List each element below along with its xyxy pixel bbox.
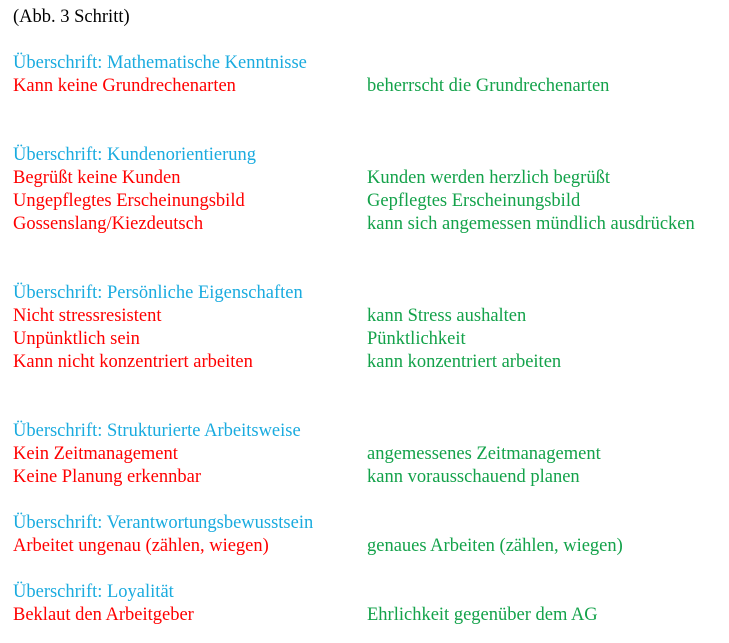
positive-criterion: Pünktlichkeit (367, 329, 466, 349)
positive-criterion: kann konzentriert arbeiten (367, 352, 562, 372)
section-customer-orientation (13, 144, 729, 236)
negative-criterion: Kann keine Grundrechenarten (13, 76, 236, 96)
section-heading: Überschrift: Persönliche Eigenschaften (13, 283, 303, 303)
negative-criterion: Ungepflegtes Erscheinungsbild (13, 191, 245, 211)
section-mathematical-skills (13, 52, 729, 98)
section-heading: Überschrift: Kundenorientierung (13, 145, 256, 165)
section-heading: Überschrift: Loyalität (13, 582, 174, 602)
criteria-row (13, 75, 729, 98)
negative-criterion: Kein Zeitmanagement (13, 444, 178, 464)
negative-criterion: Gossenslang/Kiezdeutsch (13, 214, 204, 234)
negative-criterion: Nicht stressresistent (13, 306, 162, 326)
positive-criterion: kann sich angemessen mündlich ausdrücken (367, 214, 695, 234)
criteria-row (13, 167, 729, 190)
section-structured-work (13, 420, 729, 489)
section-heading: Überschrift: Verantwortungsbewusstsein (13, 513, 314, 533)
criteria-row (13, 351, 729, 374)
figure-caption: (Abb. 3 Schritt) (13, 7, 130, 27)
criteria-row (13, 305, 729, 328)
negative-criterion: Unpünktlich sein (13, 329, 140, 349)
positive-criterion: Kunden werden herzlich begrüßt (367, 168, 610, 188)
negative-criterion: Arbeitet ungenau (zählen, wiegen) (13, 536, 269, 556)
positive-criterion: kann Stress aushalten (367, 306, 527, 326)
section-responsibility (13, 512, 729, 558)
section-loyalty (13, 581, 729, 627)
criteria-row (13, 443, 729, 466)
negative-criterion: Kann nicht konzentriert arbeiten (13, 352, 253, 372)
negative-criterion: Keine Planung erkennbar (13, 467, 202, 487)
criteria-row (13, 466, 729, 489)
criteria-row (13, 213, 729, 236)
positive-criterion: angemessenes Zeitmanagement (367, 444, 601, 464)
criteria-row (13, 535, 729, 558)
positive-criterion: Ehrlichkeit gegenüber dem AG (367, 605, 598, 625)
section-heading: Überschrift: Strukturierte Arbeitsweise (13, 421, 301, 441)
positive-criterion: Gepflegtes Erscheinungsbild (367, 191, 581, 211)
section-personal-traits (13, 282, 729, 374)
document-body (13, 6, 729, 627)
positive-criterion: kann vorausschauend planen (367, 467, 580, 487)
positive-criterion: beherrscht die Grundrechenarten (367, 76, 610, 96)
section-heading: Überschrift: Mathematische Kenntnisse (13, 53, 307, 73)
criteria-row (13, 604, 729, 627)
negative-criterion: Begrüßt keine Kunden (13, 168, 181, 188)
positive-criterion: genaues Arbeiten (zählen, wiegen) (367, 536, 623, 556)
negative-criterion: Beklaut den Arbeitgeber (13, 605, 194, 625)
criteria-row (13, 328, 729, 351)
criteria-row (13, 190, 729, 213)
